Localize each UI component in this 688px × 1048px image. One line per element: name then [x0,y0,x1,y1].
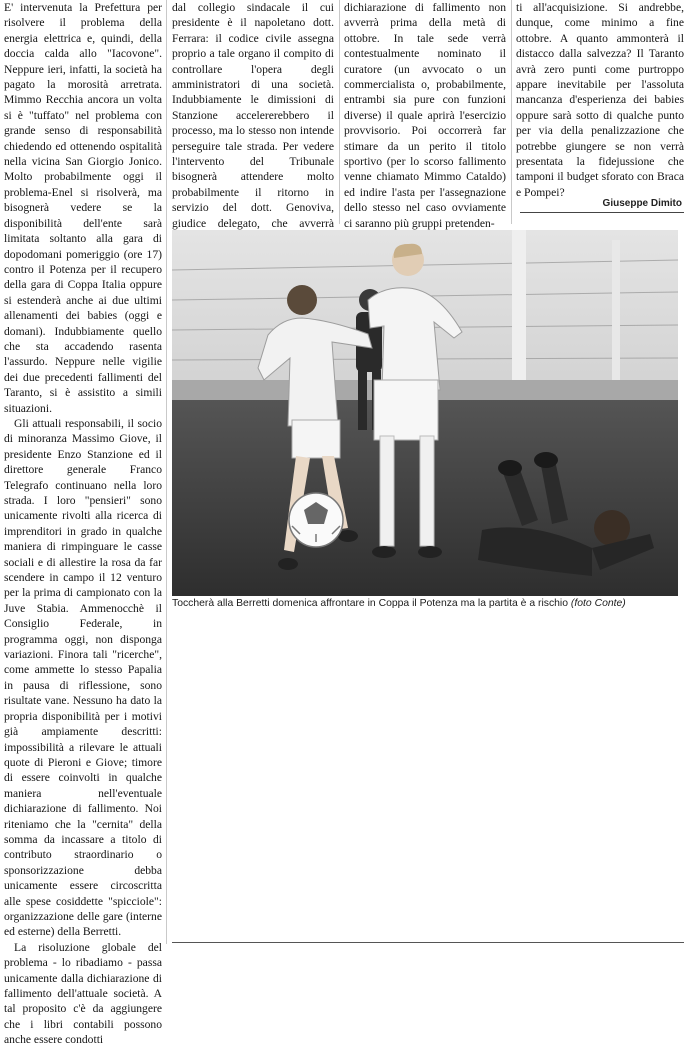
soccer-ball-icon [289,493,343,547]
article-paragraph: Gli attuali responsabili, il socio di minoranza Massimo Giove, il presidente Enzo Stanzione ed il direttore generale Franco Telegrafo continuano nella loro strada. I loro "pensieri" sono unicamente rivolti alla ricerca di imprenditori in grado in qualche maniera di rimpinguare le casse sociali e di allestire la rosa da far scendere in campo il 12 venturo per la prima di campionato con la Juve Stabia. Ammenocchè il Consiglio Federale, in programma oggi, non disponga variazioni. Finora tali "ricerche", come ammette lo stesso Papalia in pausa di riflessione, sono risultate vane. Nessuno ha dato la propria disponibilità per i motivi già ampiamente descritti: impossibilità a rilevare le attuali quote di Pieroni e Giove; timore di essere coinvolti in qualche maniera nell'eventuale dichiarazione di fallimento. Noi riteniamo che la "cernita" della somma da incassare a titolo di contributo straordinario o sponsorizzazione debba unicamente essere circoscritta alle spese cosiddette "spicciole": organizzazione delle gare (interne ed esterne) della Berretti. [4,416,162,939]
photo-caption-text: Toccherà alla Berretti domenica affrontare in Coppa il Potenza ma la partita è a rischio [172,598,569,609]
article-column-1 [4,0,162,1048]
article-paragraph: E' intervenuta la Prefettura per risolvere il problema della energia elettrica e, quindi, della doccia calda allo "Iacovone". Neppure ieri, infatti, la società ha pagato la morosità arretrata. Mimmo Recchia ancora un volta si è "tuffato" nel problema con grande senso di responsabilità chiedendo ed ottenendo ospitalità nella vicina San Giorgio Jonico. Molto probabilmente oggi il problema-Enel si risolverà, ma bisognerà vedere se la disponibilità dell'ente sarà limitata soltanto alla gara di dopodomani pomeriggio (ore 17) contro il Potenza per il recupero della gara di Coppa Italia oppure si estenderà anche ai due ultimi allenamenti dei babies (oggi e domani). Indubbiamente quello che sta accadendo rasenta l'assurdo. Neppure nelle vigilie dei due precedenti fallimenti del Taranto, si è assistito a simili situazioni. [4,1,162,415]
signature-rule [520,212,684,213]
stadium-pillar [512,230,526,390]
column-divider [511,0,512,224]
stadium-pillar [612,240,620,390]
column-divider [166,0,167,944]
page-bottom-rule [172,942,684,943]
column-divider [339,0,340,224]
article-paragraph: dal collegio sindacale il cui presidente è il napoletano dott. Ferrara: il codice civile assegna proprio a tale organo il compito di controllare l'opera degli amministratori di una società. Indubbiamente le dimissioni di Stanzione accelererebbero il processo, ma lo stesso non intende perseguire tale strada. Per vedere l'intervento del Tribunale bisognerà attendere molto probabilmente il ritorno in servizio del dott. Genoviva, giudice delegato, che avverrà [172,1,334,230]
photo-credit: (foto Conte) [570,598,626,609]
article-column-4 [516,0,684,200]
article-paragraph: ti all'acquisizione. Si andrebbe, dunque, come minimo a fine ottobre. A quanto ammonterà il distacco dalla salvezza? Il Taranto avrà zero punti come purtroppo appare inevitabile per l'assoluta mancanza d'esperienza dei babies oppure sarà sotto di qualche punto per via della penalizzazione che potrebbe giungere se non verrà presentata la fidejussione che tamponi il budget sforato con Braca e Pompei? [516,1,684,199]
article-paragraph: dichiarazione di fallimento non avverrà prima della metà di ottobre. In tale sede verrà contestualmente nominato il curatore (un avvocato o un commercialista o, probabilmente, entrambi sia pure con funzioni diverse) il quale aprirà l'esercizio provvisorio. Poi occorrerà far stimare da un perito il titolo sportivo (per lo scorso fallimento venne chiamato Mimmo Cataldo) ed indire l'asta per l'assegnazione dello stesso nel caso ovviamente ci saranno più gruppi pretenden- [344,1,506,230]
football-photo [172,230,678,596]
photo-caption [172,598,682,609]
author-signature: Giuseppe Dimito [602,198,682,209]
article-column-3 [344,0,506,231]
article-paragraph: La risoluzione globale del problema - lo ribadiamo - passa unicamente dalla dichiarazione di fallimento dell'attuale società. A tal proposito c'è da aggiungere che i libri contabili possono anche essere condotti [4,940,162,1047]
article-column-2 [172,0,334,247]
football-photo-illustration [172,230,678,596]
